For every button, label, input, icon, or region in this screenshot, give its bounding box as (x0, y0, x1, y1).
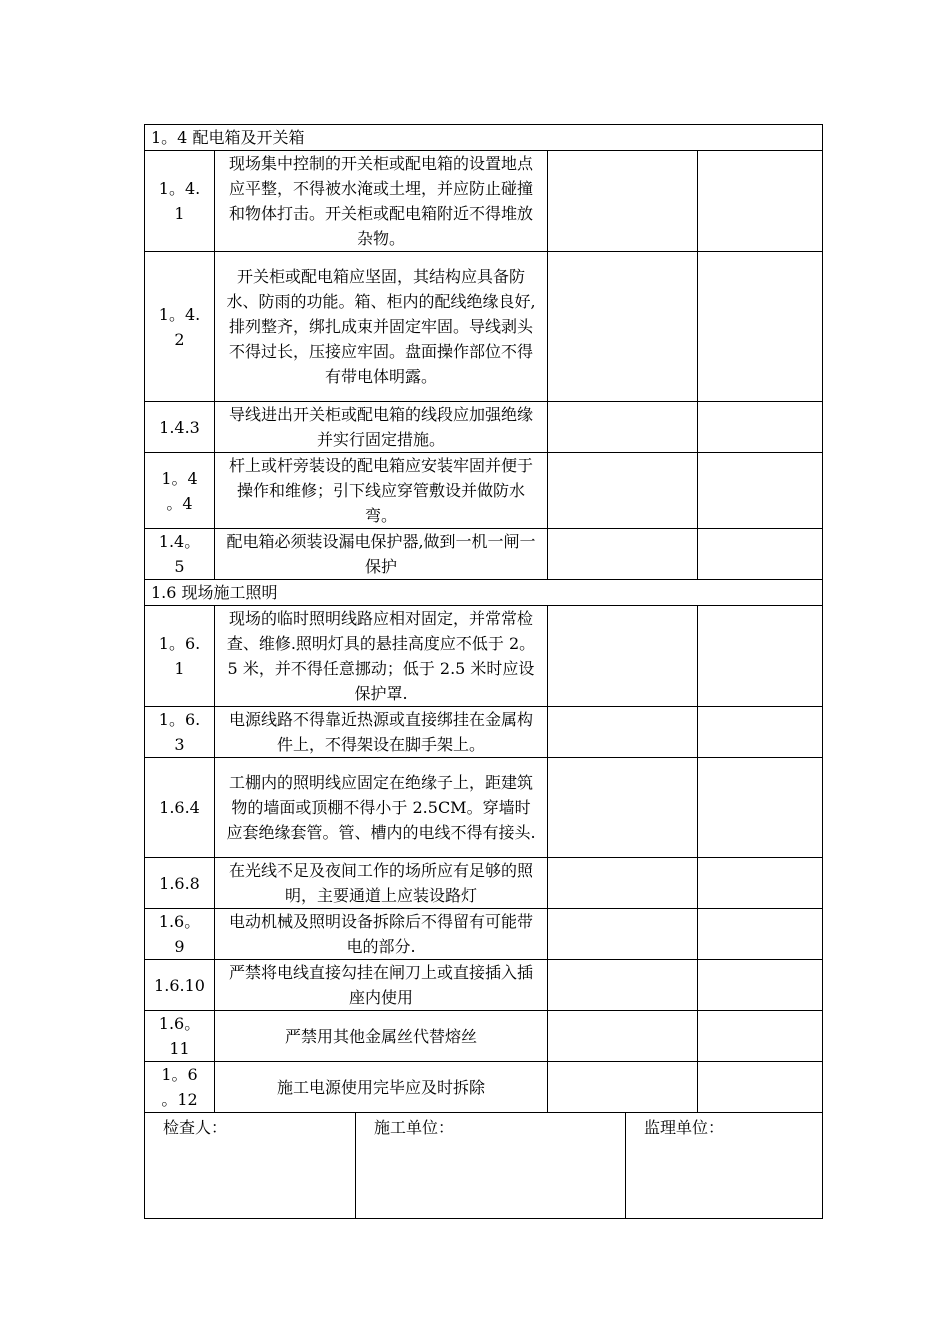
checklist-row (145, 529, 823, 580)
item-requirement: 开关柜或配电箱应坚固，其结构应具备防水、防雨的功能。箱、柜内的配线绝缘良好,排列整齐，绑扎成束并固定牢固。导线剥头不得过长，压接应牢固。盘面操作部位不得有带电体明露。 (215, 252, 548, 402)
checklist-row (145, 707, 823, 758)
remarks-cell[interactable] (698, 453, 823, 529)
item-number: 1.6。 11 (145, 1011, 215, 1062)
check-result-cell[interactable] (548, 453, 698, 529)
item-requirement: 现场的临时照明线路应相对固定，并常常检查、维修.照明灯具的悬挂高度应不低于 2。5 米，并不得任意挪动；低于 2.5 米时应设保护罩. (215, 606, 548, 707)
item-requirement: 电动机械及照明设备拆除后不得留有可能带电的部分. (215, 909, 548, 960)
check-result-cell[interactable] (548, 606, 698, 707)
remarks-cell[interactable] (698, 960, 823, 1011)
item-number: 1.6.8 (145, 858, 215, 909)
checklist-body (145, 125, 823, 1113)
item-number: 1。4. 1 (145, 151, 215, 252)
checklist-row (145, 453, 823, 529)
signature-row (145, 1113, 823, 1219)
item-number: 1.6。 9 (145, 909, 215, 960)
remarks-cell[interactable] (698, 858, 823, 909)
checklist-row (145, 151, 823, 252)
section-header-row (145, 125, 823, 151)
check-result-cell[interactable] (548, 151, 698, 252)
checklist-row (145, 1062, 823, 1113)
item-number: 1。4. 2 (145, 252, 215, 402)
item-number: 1.4.3 (145, 402, 215, 453)
remarks-cell[interactable] (698, 909, 823, 960)
remarks-cell[interactable] (698, 252, 823, 402)
check-result-cell[interactable] (548, 529, 698, 580)
remarks-cell[interactable] (698, 151, 823, 252)
item-number: 1.6.10 (145, 960, 215, 1011)
check-result-cell[interactable] (548, 402, 698, 453)
section-title: 1。4 配电箱及开关箱 (145, 125, 823, 151)
checklist-row (145, 252, 823, 402)
remarks-cell[interactable] (698, 707, 823, 758)
check-result-cell[interactable] (548, 909, 698, 960)
signature-table (144, 1112, 823, 1219)
remarks-cell[interactable] (698, 402, 823, 453)
checklist-row (145, 960, 823, 1011)
inspector-label: 检查人： (145, 1113, 356, 1219)
item-number: 1。6. 3 (145, 707, 215, 758)
section-title: 1.6 现场施工照明 (145, 580, 823, 606)
item-requirement: 在光线不足及夜间工作的场所应有足够的照明，主要通道上应装设路灯 (215, 858, 548, 909)
item-requirement: 严禁用其他金属丝代替熔丝 (215, 1011, 548, 1062)
remarks-cell[interactable] (698, 606, 823, 707)
checklist-row (145, 909, 823, 960)
item-requirement: 导线进出开关柜或配电箱的线段应加强绝缘并实行固定措施。 (215, 402, 548, 453)
item-number: 1。4 。4 (145, 453, 215, 529)
remarks-cell[interactable] (698, 1062, 823, 1113)
supervision-unit-label: 监理单位： (626, 1113, 823, 1219)
remarks-cell[interactable] (698, 529, 823, 580)
item-requirement: 电源线路不得靠近热源或直接绑挂在金属构件上，不得架设在脚手架上。 (215, 707, 548, 758)
item-requirement: 配电箱必须装设漏电保护器,做到一机一闸一保护 (215, 529, 548, 580)
checklist-row (145, 858, 823, 909)
checklist-table (144, 124, 823, 1113)
item-requirement: 施工电源使用完毕应及时拆除 (215, 1062, 548, 1113)
check-result-cell[interactable] (548, 960, 698, 1011)
checklist-row (145, 758, 823, 858)
checklist-row (145, 402, 823, 453)
item-number: 1。6 。12 (145, 1062, 215, 1113)
item-number: 1.6.4 (145, 758, 215, 858)
check-result-cell[interactable] (548, 252, 698, 402)
item-requirement: 严禁将电线直接勾挂在闸刀上或直接插入插座内使用 (215, 960, 548, 1011)
section-header-row (145, 580, 823, 606)
item-number: 1.4。 5 (145, 529, 215, 580)
item-requirement: 工棚内的照明线应固定在绝缘子上，距建筑物的墙面或顶棚不得小于 2.5CM。穿墙时应套绝缘套管。管、槽内的电线不得有接头. (215, 758, 548, 858)
check-result-cell[interactable] (548, 758, 698, 858)
checklist-row (145, 1011, 823, 1062)
remarks-cell[interactable] (698, 1011, 823, 1062)
checklist-row (145, 606, 823, 707)
item-requirement: 现场集中控制的开关柜或配电箱的设置地点应平整，不得被水淹或土埋，并应防止碰撞和物体打击。开关柜或配电箱附近不得堆放杂物。 (215, 151, 548, 252)
item-number: 1。6. 1 (145, 606, 215, 707)
remarks-cell[interactable] (698, 758, 823, 858)
check-result-cell[interactable] (548, 1062, 698, 1113)
item-requirement: 杆上或杆旁装设的配电箱应安装牢固并便于操作和维修；引下线应穿管敷设并做防水弯。 (215, 453, 548, 529)
check-result-cell[interactable] (548, 858, 698, 909)
check-result-cell[interactable] (548, 1011, 698, 1062)
inspection-form (144, 124, 822, 1219)
check-result-cell[interactable] (548, 707, 698, 758)
construction-unit-label: 施工单位： (356, 1113, 626, 1219)
